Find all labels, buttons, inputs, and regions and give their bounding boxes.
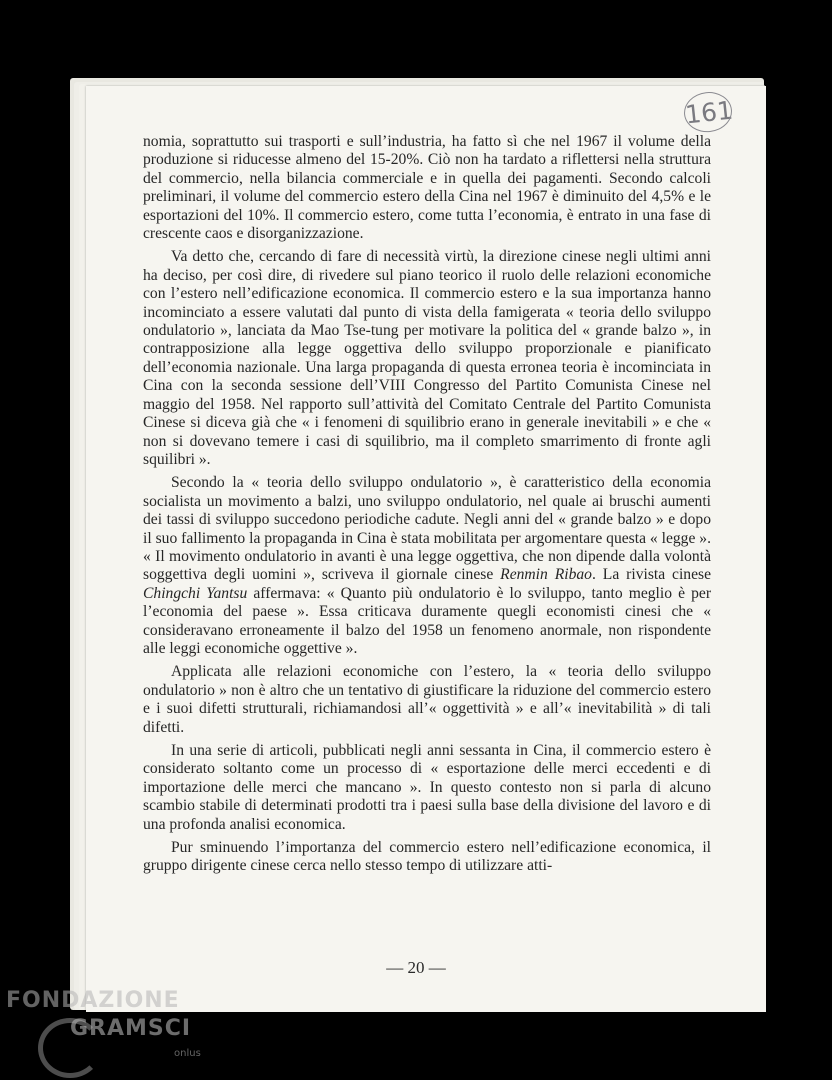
paragraph-3-part-b: . La rivista cinese	[591, 566, 712, 584]
paragraph-6: Pur sminuendo l’importanza del commercio estero nell’edificazione economica, il gruppo dirigente cinese cerca nello stesso tempo di utilizzare atti-	[143, 839, 711, 875]
paragraph-3-part-a: Secondo la « teoria dello sviluppo ondulatorio », è caratteristico della economia socialista un movimento a balzi, uno sviluppo ondulatorio, nel quale ai bruschi aumenti dei tassi di sviluppo succedono periodiche cadute. Negli anni del « grande balzo » e dopo il suo fallimento la propaganda in Cina è stata mobilitata per argomentare questa « legge ». « Il movimento ondulatorio in avanti è una legge oggettiva, che non dipende dalla volontà soggettiva degli uomini », scriveva il giornale cinese	[143, 474, 711, 584]
watermark-line2: GRAMSCI	[70, 1016, 192, 1041]
watermark-sub: onlus	[174, 1048, 201, 1059]
handwritten-number-text: 161	[683, 95, 735, 129]
paragraph-3	[143, 474, 711, 658]
magazine-title: Chingchi Yantsu	[143, 584, 248, 602]
paragraph-1: nomia, soprattutto sui trasporti e sull’industria, ha fatto sì che nel 1967 il volume della produzione si riducesse almeno del 15-20%. Ciò non ha tardato a riflettersi nella struttura del commercio, nella bilancia commerciale e in quella dei pagamenti. Secondo calcoli preliminari, il volume del commercio estero della Cina nel 1967 è diminuito del 4,5% e le esportazioni del 10%. Il commercio estero, come tutta l’economia, è entrato in una fase di crescente caos e disorganizzazione.	[143, 133, 711, 243]
paragraph-4: Applicata alle relazioni economiche con l’estero, la « teoria dello sviluppo ondulatorio » non è altro che un tentativo di giustificare la riduzione del commercio estero e i suoi difetti strutturali, richiamandosi all’« oggettività » e all’« inevitabilità » di tali difetti.	[143, 663, 711, 736]
newspaper-title: Renmin Ribao	[500, 566, 592, 584]
paragraph-5: In una serie di articoli, pubblicati negli anni sessanta in Cina, il commercio estero è considerato soltanto come un processo di « esportazione delle merci eccedenti e di importazione delle merci che mancano ». In questo contesto non si parla di alcuno scambio stabile di determinati prodotti tra i paesi sulla base della divisione del lavoro e di una profonda analisi economica.	[143, 742, 711, 833]
page-number: — 20 —	[386, 958, 446, 977]
paragraph-3-part-c: affermava: « Quanto più ondulatorio è lo sviluppo, tanto meglio è per l’economia del paese ». Essa criticava duramente quegli economisti cinesi che « consideravano erroneamente il balzo del 1958 un fenomeno anormale, non rispondente alle leggi economiche oggettive ».	[143, 584, 712, 657]
fondazione-gramsci-watermark	[6, 988, 206, 1078]
watermark-line1: FONDAZIONE	[6, 988, 180, 1013]
body-text	[143, 133, 711, 881]
handwritten-page-number	[682, 89, 736, 134]
paragraph-2: Va detto che, cercando di fare di necessità virtù, la direzione cinese negli ultimi anni ha deciso, per così dire, di rivedere sul piano teorico il ruolo delle relazioni economiche con l’estero nell’edificazione economica. Il commercio estero e la sua importanza hanno incominciato a essere valutati dal punto di vista della famigerata « teoria dello sviluppo ondulatorio », lanciata da Mao Tse-tung per motivare la politica del « grande balzo », in contrapposizione alla legge oggettiva dello sviluppo proporzionale e pianificato dell’economia nazionale. Una larga propaganda di questa erronea teoria è incominciata in Cina con la seconda sessione dell’VIII Congresso del Partito Comunista Cinese nel maggio del 1958. Nel rapporto sull’attività del Comitato Centrale del Partito Comunista Cinese si diceva già che « i fenomeni di squilibrio erano in generale inevitabili » e che « non si dovevano temere i casi di squilibrio, ma il completo smarrimento di fronte agli squilibri ».	[143, 248, 711, 468]
